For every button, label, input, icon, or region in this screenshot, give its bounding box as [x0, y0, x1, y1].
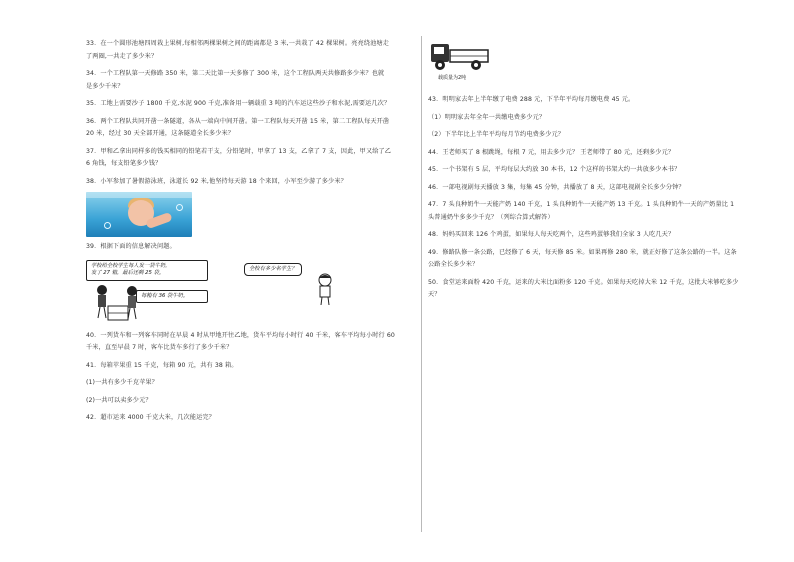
q50-line1: 50．食堂运来面粉 420 千克，运来的大米比面粉多 120 千克。如果每天吃掉大米 12 千克，这批大米够吃多少 [428, 278, 739, 286]
truck-icon [430, 38, 490, 72]
milk-scene-illustration [86, 260, 416, 326]
q41-sub1: (1)一共有多少千克苹果？ [86, 379, 158, 386]
column-divider [421, 36, 422, 532]
bubble-icon [104, 222, 111, 229]
q39-line1: 39．根据下面的信息解决问题。 [86, 243, 176, 250]
q34-line2: 是多少千米？ [86, 82, 124, 90]
speech-bubble-teacher [86, 260, 208, 281]
q43-sub1: （1）明明家去年全年一共缴电费多少元？ [428, 113, 546, 121]
speech-bubble-question [244, 263, 302, 277]
q47-line2: 头普通奶牛多多少千克？（列综合算式解答） [428, 213, 554, 221]
left-column [86, 38, 416, 425]
q33-line1: 33．在一个圆形池塘四周栽上果树,每相邻两棵果树之间的距离都是 3 米,一共栽了 42 棵果树。亮亮绕池塘走 [86, 40, 389, 47]
q41-sub2: (2)一共可以卖多少元？ [86, 396, 152, 404]
q46-line1: 46．一部电视剧每天播放 3 集，每集 45 分钟，共播放了 8 天，这部电视剧全长多少分钟？ [428, 183, 685, 191]
q43-sub2: （2）下半年比上半年平均每月节约电费多少元？ [428, 131, 565, 138]
q50-line2: 天？ [428, 291, 441, 298]
q34-line1: 34．一个工程队第一天修路 350 米，第二天比第一天多修了 300 米，这个工程队两天共修路多少米？也就 [86, 70, 385, 77]
q49-line1: 49．修路队修一条公路，已经修了 6 天，每天修 85 米。如果再修 280 米，就正好修了这条公路的一半。这条 [428, 248, 737, 256]
speech-line: 发了 27 箱，最后还剩 25 袋。 [91, 270, 165, 276]
speech-line: 每箱有 36 袋牛奶。 [141, 292, 189, 299]
q40-line1: 40．一列货车和一列客车同时在早晨 4 时从甲地开往乙地，货车平均每小时行 40 千米，客车平均每小时行 60 [86, 331, 395, 339]
speech-line: 学校给全校学生每人发一袋牛奶， [91, 262, 171, 269]
girl-thinking-icon [314, 272, 336, 306]
q36-line1: 36．两个工程队共同开凿一条隧道，各从一端向中间开凿。第一工程队每天开凿 15 米，第二工程队每天开凿 [86, 117, 390, 125]
q47-line1: 47．7 头良种奶牛一天能产奶 140 千克，1 头良种奶牛一天能产奶 13 千克。1 头良种奶牛一天的产奶量比 1 [428, 201, 735, 208]
speech-bubble-student [136, 290, 208, 304]
q43-line1: 43．明明家去年上半年缴了电费 288 元，下半年平均每月缴电费 45 元。 [428, 96, 635, 103]
q35-line1: 35．工地上需要沙子 1800 千克,水泥 900 千克,准备用一辆载重 3 吨的汽车运这些沙子和水泥,需要运几次？ [86, 100, 391, 107]
right-column [428, 38, 768, 302]
students-with-milk-box-icon [92, 282, 144, 326]
q40-line2: 千米，直至早晨 7 时，客车比货车多行了多少千米？ [86, 344, 233, 351]
swimming-child-image [86, 192, 192, 237]
q48-line1: 48．妈妈买回来 126 个鸡蛋，如果每人每天吃两个，这些鸡蛋够我们全家 3 人吃几天？ [428, 231, 675, 238]
q41-line1: 41．每箱苹果重 15 千克，每箱 90 元，共有 38 箱。 [86, 361, 238, 369]
q44-line1: 44．王老师买了 8 根跳绳，每根 7 元，用去多少元？ 王老师带了 80 元，还剩多少元？ [428, 148, 675, 156]
truck-illustration [428, 38, 768, 94]
q37-line2: 6 角钱，每支铅笔多少钱？ [86, 160, 162, 167]
q42-line1: 42．超市运来 4000 千克大米，几次能运完？ [86, 414, 215, 421]
q36-line2: 20 米，经过 30 天全部开通，这条隧道全长多少米？ [86, 130, 235, 137]
q37-line1: 37．甲和乙拿出同样多的钱买相同的铅笔若干支，分铅笔时，甲拿了 13 支，乙拿了 7 支，因此，甲又给了乙 [86, 147, 392, 155]
speech-line: 全校有多少名学生？ [249, 265, 297, 272]
q33-line2: 了两圈,一共走了多少米？ [86, 52, 158, 60]
truck-caption: 载质量为2吨 [438, 75, 467, 81]
bubble-icon [176, 204, 183, 211]
q45-line1: 45．一个书架有 5 层，平均每层大约放 30 本书，12 个这样的书架大约一共放多少本书？ [428, 166, 681, 173]
q49-line2: 公路全长多少米？ [428, 261, 479, 268]
q38-line1: 38．小军参加了暑假游泳班，泳道长 92 米,他坚持每天游 18 个来回，小军至少游了多少米？ [86, 177, 347, 185]
